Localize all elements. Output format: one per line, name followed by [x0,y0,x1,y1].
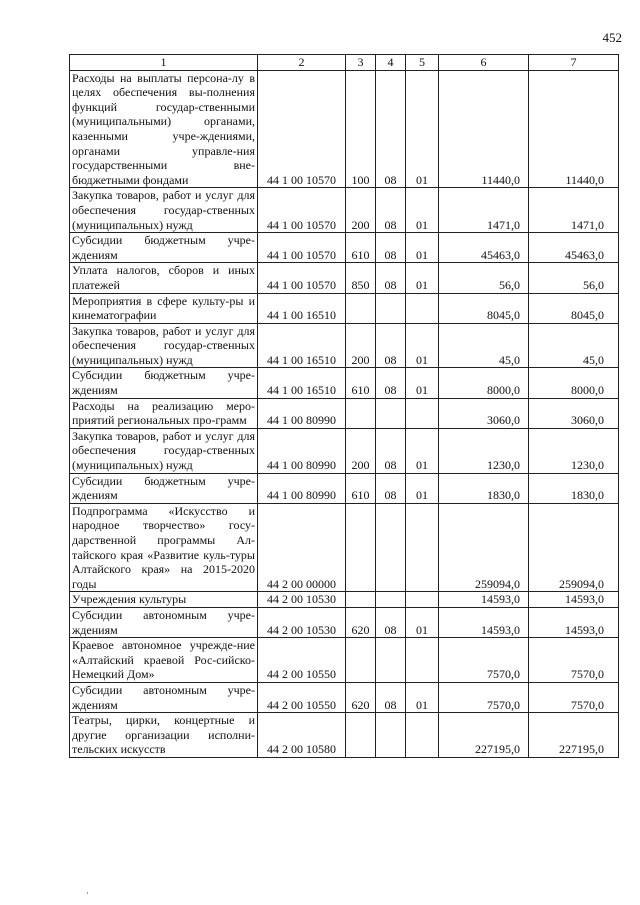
table-row [70,233,619,263]
row-col6-cell: 11440,0 [439,70,529,188]
row-name-cell: Подпрограмма «Искусство и народное творчество» госу-дарственной программы Ал-тайского края «Развитие куль-туры Алтайского края» на 2015-2020 годы [70,503,258,592]
row-code-cell: 44 2 00 10530 [258,607,346,637]
row-col6-cell: 3060,0 [439,398,529,428]
table-row [70,188,619,233]
row-col5-cell [406,638,439,683]
row-col4-cell [376,638,406,683]
row-col7-cell: 259094,0 [529,503,619,592]
table-row [70,70,619,188]
row-col3-cell: 200 [346,188,376,233]
row-col5-cell: 01 [406,233,439,263]
row-col3-cell [346,398,376,428]
row-code-cell: 44 1 00 16510 [258,368,346,398]
row-col6-cell: 8000,0 [439,368,529,398]
row-col3-cell: 610 [346,368,376,398]
row-name-cell: Закупка товаров, работ и услуг для обеспечения государ-ственных (муниципальных) нужд [70,323,258,368]
row-col6-cell: 1230,0 [439,428,529,473]
row-col3-cell: 200 [346,323,376,368]
row-name-cell: Субсидии бюджетным учре-ждениям [70,473,258,503]
row-name-cell: Расходы на реализацию меро-приятий региональных про-грамм [70,398,258,428]
row-col7-cell: 56,0 [529,263,619,293]
row-name-cell: Расходы на выплаты персона-лу в целях обеспечения вы-полнения функций государ-ственными (муниципальными) органами, казенными учре-ждениями, органами управле-ния государственными вне-бюджетными фондами [70,70,258,188]
row-col3-cell [346,638,376,683]
row-col6-cell: 1830,0 [439,473,529,503]
row-code-cell: 44 1 00 10570 [258,70,346,188]
row-col5-cell: 01 [406,188,439,233]
row-col4-cell: 08 [376,233,406,263]
row-name-cell: Субсидии бюджетным учре-ждениям [70,368,258,398]
row-col4-cell: 08 [376,263,406,293]
row-col5-cell [406,503,439,592]
row-col6-cell: 45,0 [439,323,529,368]
row-col4-cell: 08 [376,188,406,233]
table-row [70,592,619,608]
row-col7-cell: 8045,0 [529,293,619,323]
row-col3-cell [346,592,376,608]
row-col6-cell: 45463,0 [439,233,529,263]
header-cell: 6 [439,55,529,71]
scan-mark [87,892,88,894]
row-col5-cell [406,713,439,758]
row-col3-cell: 610 [346,473,376,503]
row-col6-cell: 14593,0 [439,592,529,608]
row-col3-cell: 200 [346,428,376,473]
row-col6-cell: 259094,0 [439,503,529,592]
table-row [70,607,619,637]
row-name-cell: Краевое автономное учрежде-ние «Алтайский краевой Рос-сийско-Немецкий Дом» [70,638,258,683]
table-row [70,293,619,323]
row-name-cell: Закупка товаров, работ и услуг для обеспечения государ-ственных (муниципальных) нужд [70,428,258,473]
row-col4-cell [376,398,406,428]
row-name-cell: Театры, цирки, концертные и другие организации исполни-тельских искусств [70,713,258,758]
row-col7-cell: 8000,0 [529,368,619,398]
row-col5-cell: 01 [406,263,439,293]
row-col7-cell: 3060,0 [529,398,619,428]
row-col4-cell: 08 [376,607,406,637]
header-cell: 3 [346,55,376,71]
row-code-cell: 44 1 00 80990 [258,398,346,428]
row-code-cell: 44 1 00 10570 [258,188,346,233]
row-col4-cell [376,713,406,758]
table-row [70,428,619,473]
row-col3-cell: 850 [346,263,376,293]
row-code-cell: 44 1 00 10570 [258,233,346,263]
row-name-cell: Мероприятия в сфере культу-ры и кинематографии [70,293,258,323]
row-col4-cell: 08 [376,428,406,473]
row-name-cell: Уплата налогов, сборов и иных платежей [70,263,258,293]
row-col5-cell [406,293,439,323]
row-name-cell: Субсидии автономным учре-ждениям [70,607,258,637]
row-col5-cell: 01 [406,428,439,473]
row-col6-cell: 227195,0 [439,713,529,758]
row-col3-cell [346,713,376,758]
row-code-cell: 44 1 00 10570 [258,263,346,293]
row-col6-cell: 8045,0 [439,293,529,323]
row-col5-cell: 01 [406,607,439,637]
row-col6-cell: 1471,0 [439,188,529,233]
row-col7-cell: 7570,0 [529,638,619,683]
row-col5-cell: 01 [406,473,439,503]
row-name-cell: Субсидии бюджетным учре-ждениям [70,233,258,263]
row-col4-cell [376,293,406,323]
row-col6-cell: 14593,0 [439,607,529,637]
header-cell: 1 [70,55,258,71]
row-col7-cell: 227195,0 [529,713,619,758]
row-col5-cell: 01 [406,682,439,712]
table-row [70,323,619,368]
row-col5-cell: 01 [406,70,439,188]
header-cell: 7 [529,55,619,71]
row-col3-cell: 620 [346,607,376,637]
row-col3-cell [346,293,376,323]
row-col6-cell: 7570,0 [439,638,529,683]
row-code-cell: 44 1 00 80990 [258,428,346,473]
row-col4-cell: 08 [376,323,406,368]
row-col5-cell: 01 [406,323,439,368]
row-col7-cell: 45,0 [529,323,619,368]
row-code-cell: 44 2 00 10530 [258,592,346,608]
row-code-cell: 44 1 00 16510 [258,323,346,368]
header-cell: 4 [376,55,406,71]
page-number: 452 [602,30,622,45]
table-row [70,473,619,503]
row-code-cell: 44 2 00 10550 [258,682,346,712]
row-col7-cell: 14593,0 [529,592,619,608]
row-code-cell: 44 1 00 80990 [258,473,346,503]
table-row [70,503,619,592]
row-col5-cell [406,398,439,428]
budget-table [69,54,619,758]
row-col7-cell: 1230,0 [529,428,619,473]
row-code-cell: 44 2 00 00000 [258,503,346,592]
row-col4-cell: 08 [376,473,406,503]
row-col4-cell [376,503,406,592]
row-code-cell: 44 2 00 10550 [258,638,346,683]
row-col5-cell: 01 [406,368,439,398]
row-col3-cell: 620 [346,682,376,712]
row-col7-cell: 14593,0 [529,607,619,637]
table-row [70,638,619,683]
row-col3-cell [346,503,376,592]
header-cell: 2 [258,55,346,71]
table-row [70,368,619,398]
row-code-cell: 44 1 00 16510 [258,293,346,323]
row-col7-cell: 45463,0 [529,233,619,263]
table-row [70,713,619,758]
row-name-cell: Учреждения культуры [70,592,258,608]
row-col3-cell: 100 [346,70,376,188]
row-col4-cell: 08 [376,70,406,188]
row-col7-cell: 7570,0 [529,682,619,712]
row-col4-cell: 08 [376,368,406,398]
row-code-cell: 44 2 00 10580 [258,713,346,758]
row-col6-cell: 56,0 [439,263,529,293]
row-col4-cell: 08 [376,682,406,712]
row-col7-cell: 1471,0 [529,188,619,233]
row-col3-cell: 610 [346,233,376,263]
table-row [70,398,619,428]
row-col6-cell: 7570,0 [439,682,529,712]
row-col7-cell: 1830,0 [529,473,619,503]
header-row [70,55,619,71]
table-row [70,682,619,712]
row-col7-cell: 11440,0 [529,70,619,188]
row-name-cell: Закупка товаров, работ и услуг для обеспечения государ-ственных (муниципальных) нужд [70,188,258,233]
row-col5-cell [406,592,439,608]
row-col4-cell [376,592,406,608]
header-cell: 5 [406,55,439,71]
row-name-cell: Субсидии автономным учре-ждениям [70,682,258,712]
table-row [70,263,619,293]
